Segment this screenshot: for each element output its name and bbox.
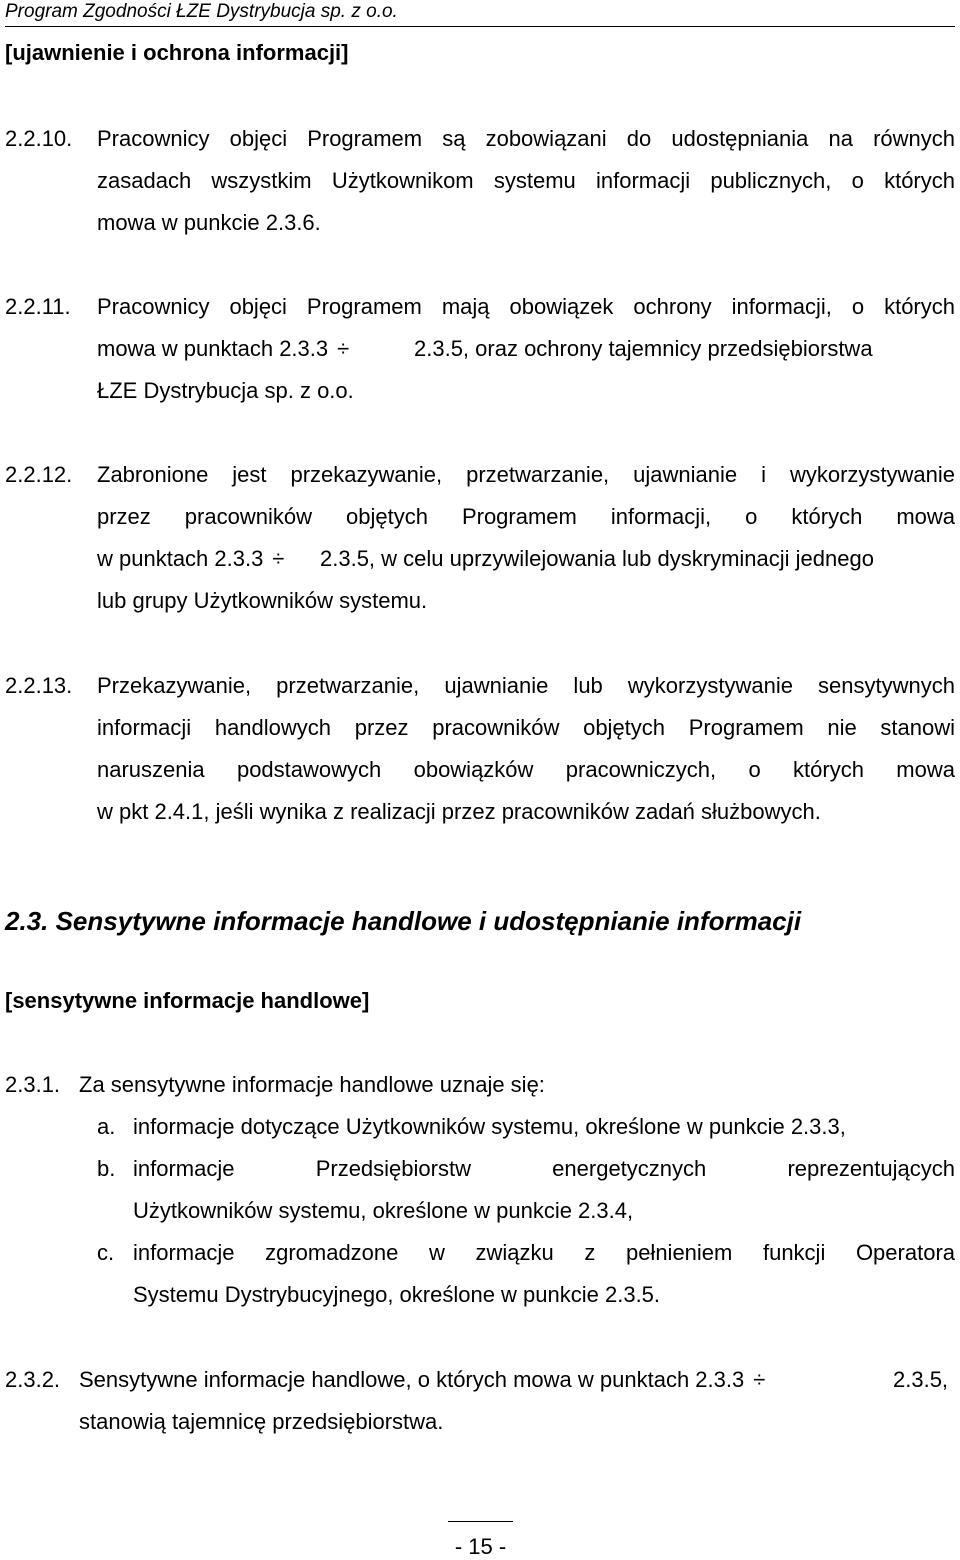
paragraph-line	[97, 546, 293, 572]
list-item: informacje Przedsiębiorstw energetycznych reprezentujących	[133, 1156, 955, 1181]
paragraph-number: 2.2.10.	[5, 126, 73, 151]
paragraph-text: Sensytywne informacje handlowe, o których mowa w punktach 2.3.3	[79, 1367, 745, 1392]
paragraph-number: 2.2.12.	[5, 462, 73, 487]
list-item: Użytkowników systemu, określone w punkcie 2.3.4,	[133, 1198, 634, 1223]
list-marker: a.	[97, 1114, 116, 1139]
page-number: - 15 -	[454, 1534, 507, 1559]
section-label-sensitive: [sensytywne informacje handlowe]	[5, 988, 370, 1013]
paragraph-line: zasadach wszystkim Użytkownikom systemu informacji publicznych, o których	[97, 168, 955, 193]
page-header	[5, 0, 955, 27]
paragraph-number: 2.3.1.	[5, 1072, 61, 1097]
paragraph-line: ŁZE Dystrybucja sp. z o.o.	[97, 378, 354, 403]
paragraph-line	[97, 336, 358, 362]
paragraph-line: lub grupy Użytkowników systemu.	[97, 588, 428, 613]
paragraph-text: mowa w punktach 2.3.3	[97, 336, 329, 361]
divide-sign: ÷	[272, 546, 285, 571]
paragraph-line: Za sensytywne informacje handlowe uznaje się:	[79, 1072, 545, 1097]
section-label-disclosure: [ujawnienie i ochrona informacji]	[5, 40, 349, 65]
footer-rule	[448, 1521, 513, 1522]
list-item: informacje dotyczące Użytkowników systemu, określone w punkcie 2.3.3,	[133, 1114, 846, 1139]
paragraph-number: 2.2.11.	[5, 294, 71, 319]
paragraph-line: Pracownicy objęci Programem mają obowiązek ochrony informacji, o których	[97, 294, 955, 319]
paragraph-line: mowa w punkcie 2.3.6.	[97, 210, 321, 235]
paragraph-line: stanowią tajemnicę przedsiębiorstwa.	[79, 1409, 444, 1434]
paragraph-line: Przekazywanie, przetwarzanie, ujawnianie lub wykorzystywanie sensytywnych	[97, 673, 955, 698]
paragraph-line: 2.3.5,	[893, 1367, 949, 1392]
paragraph-line: informacji handlowych przez pracowników objętych Programem nie stanowi	[97, 715, 955, 740]
list-marker: b.	[97, 1156, 116, 1181]
list-item: Systemu Dystrybucyjnego, określone w punkcie 2.3.5.	[133, 1282, 661, 1307]
paragraph-number: 2.3.2.	[5, 1367, 61, 1392]
paragraph-line: Zabronione jest przekazywanie, przetwarzanie, ujawnianie i wykorzystywanie	[97, 462, 955, 487]
paragraph-text: w punktach 2.3.3	[97, 546, 264, 571]
paragraph-line: naruszenia podstawowych obowiązków pracowniczych, o których mowa	[97, 757, 955, 782]
list-item: informacje zgromadzone w związku z pełnieniem funkcji Operatora	[133, 1240, 955, 1265]
list-marker: c.	[97, 1240, 115, 1265]
paragraph-line: 2.3.5, w celu uprzywilejowania lub dyskryminacji jednego	[320, 546, 874, 571]
paragraph-number: 2.2.13.	[5, 673, 73, 698]
paragraph-line	[79, 1367, 774, 1393]
paragraph-line: 2.3.5, oraz ochrony tajemnicy przedsiębiorstwa	[414, 336, 873, 361]
header-title: Program Zgodności ŁZE Dystrybucja sp. z o.o.	[5, 1, 398, 22]
paragraph-line: Pracownicy objęci Programem są zobowiązani do udostępniania na równych	[97, 126, 955, 151]
paragraph-line: przez pracowników objętych Programem informacji, o których mowa	[97, 504, 955, 529]
divide-sign: ÷	[337, 336, 350, 361]
paragraph-line: w pkt 2.4.1, jeśli wynika z realizacji przez pracowników zadań służbowych.	[97, 799, 821, 824]
section-heading: 2.3. Sensytywne informacje handlowe i udostępnianie informacji	[5, 906, 802, 936]
divide-sign: ÷	[753, 1367, 766, 1392]
